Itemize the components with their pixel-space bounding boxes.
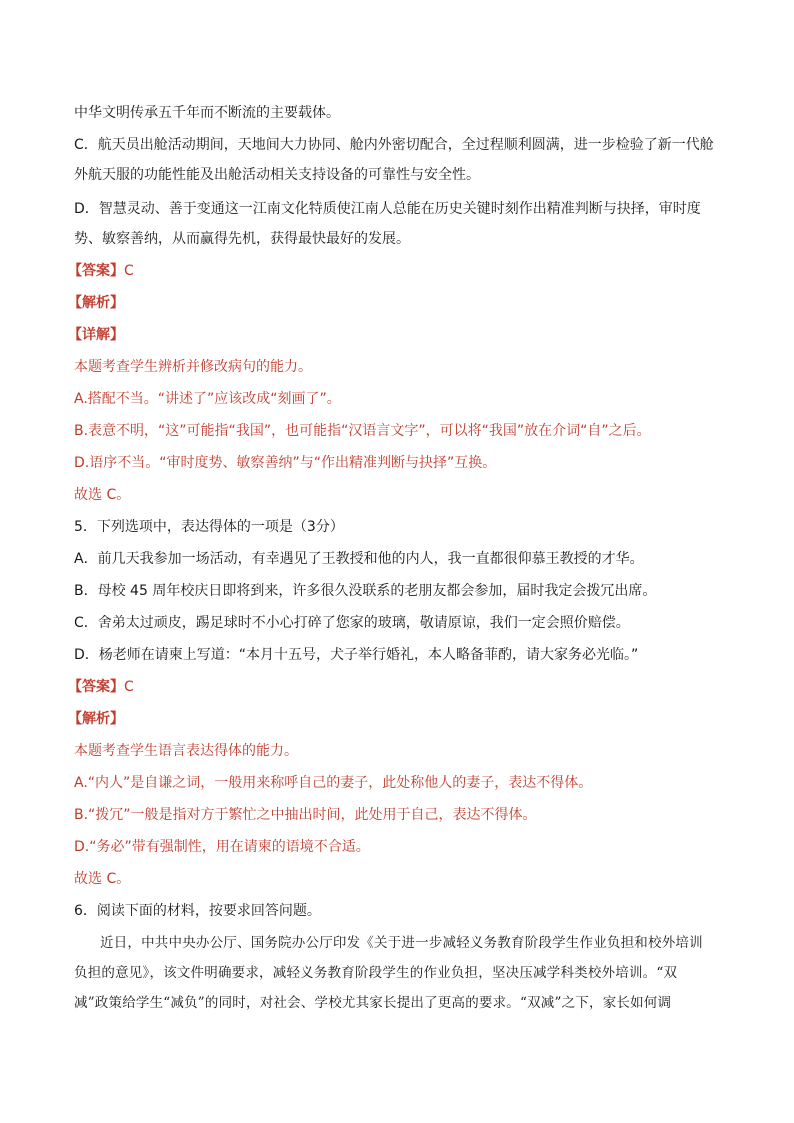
explanation-a-q4: A.搭配不当。“讲述了”应该改成“刻画了”。 [74,391,341,407]
explanation-b-q5: B.“拨冗”一般是指对方于繁忙之中抽出时间，此处用于自己，表达不得体。 [74,807,537,823]
question-5-stem: 5．下列选项中，表达得体的一项是（3分） [74,519,344,535]
explanation-d-q5: D.“务必”带有强制性，用在请柬的语境不合适。 [74,839,370,855]
analysis-label-q5: 【解析】 [68,711,124,727]
passage-line-2: 负担的意见》，该文件明确要求，减轻义务教育阶段学生的作业负担，坚决压减学科类校外培训。“双 [74,965,678,981]
option-c-line-1: C．航天员出舱活动期间，天地间大力协同、舱内外密切配合，全过程顺利圆满，进一步检验了新一代舱 [74,137,714,153]
question-6-stem: 6．阅读下面的材料，按要求回答问题。 [74,903,321,919]
detail-label-q4: 【详解】 [68,327,124,343]
question-5-option-d: D．杨老师在请柬上写道：“本月十五号，犬子举行婚礼，本人略备菲酌，请大家务必光临。” [74,647,639,663]
option-d-line-1: D．智慧灵动、善于变通这一江南文化特质使江南人总能在历史关键时刻作出精准判断与抉择，审时度 [74,201,701,217]
conclusion-q5: 故选 C。 [74,871,131,887]
answer-label: 【答案】 [68,263,124,279]
question-5-option-c: C．舍弟太过顽皮，踢足球时不小心打碎了您家的玻璃，敬请原谅，我们一定会照价赔偿。 [74,615,630,631]
question-5-option-b: B．母校 45 周年校庆日即将到来，许多很久没联系的老朋友都会参加，届时我定会拨冗出席。 [74,583,657,599]
answer-value: C [124,263,134,279]
conclusion-q4: 故选 C。 [74,487,131,503]
text-line: 中华文明传承五千年而不断流的主要载体。 [74,105,340,121]
analysis-label-q4: 【解析】 [68,295,124,311]
question-5-option-a: A．前几天我参加一场活动，有幸遇见了王教授和他的内人，我一直都很仰慕王教授的才华。 [74,551,644,567]
explanation-intro-q5: 本题考查学生语言表达得体的能力。 [74,743,298,759]
answer-q4 [68,262,134,280]
passage-line-3: 减”政策给学生“减负”的同时，对社会、学校尤其家长提出了更高的要求。“双减”之下，家长如何调 [74,995,672,1011]
answer-value: C [124,679,134,695]
passage-line-1: 近日，中共中央办公厅、国务院办公厅印发《关于进一步减轻义务教育阶段学生作业负担和校外培训 [100,935,703,951]
answer-q5 [68,678,134,696]
explanation-b-q4: B.表意不明，“这”可能指“我国”，也可能指“汉语言文字”，可以将“我国”放在介词“自”之后。 [74,423,651,439]
explanation-a-q5: A.“内人”是自谦之词，一般用来称呼自己的妻子，此处称他人的妻子，表达不得体。 [74,775,593,791]
answer-label: 【答案】 [68,679,124,695]
explanation-intro-q4: 本题考查学生辨析并修改病句的能力。 [74,359,312,375]
option-d-line-2: 势、敏察善纳，从而赢得先机，获得最快最好的发展。 [74,231,410,247]
option-c-line-2: 外航天服的功能性能及出舱活动相关支持设备的可靠性与安全性。 [74,167,480,183]
explanation-d-q4: D.语序不当。“审时度势、敏察善纳”与“作出精准判断与抉择”互换。 [74,455,497,471]
